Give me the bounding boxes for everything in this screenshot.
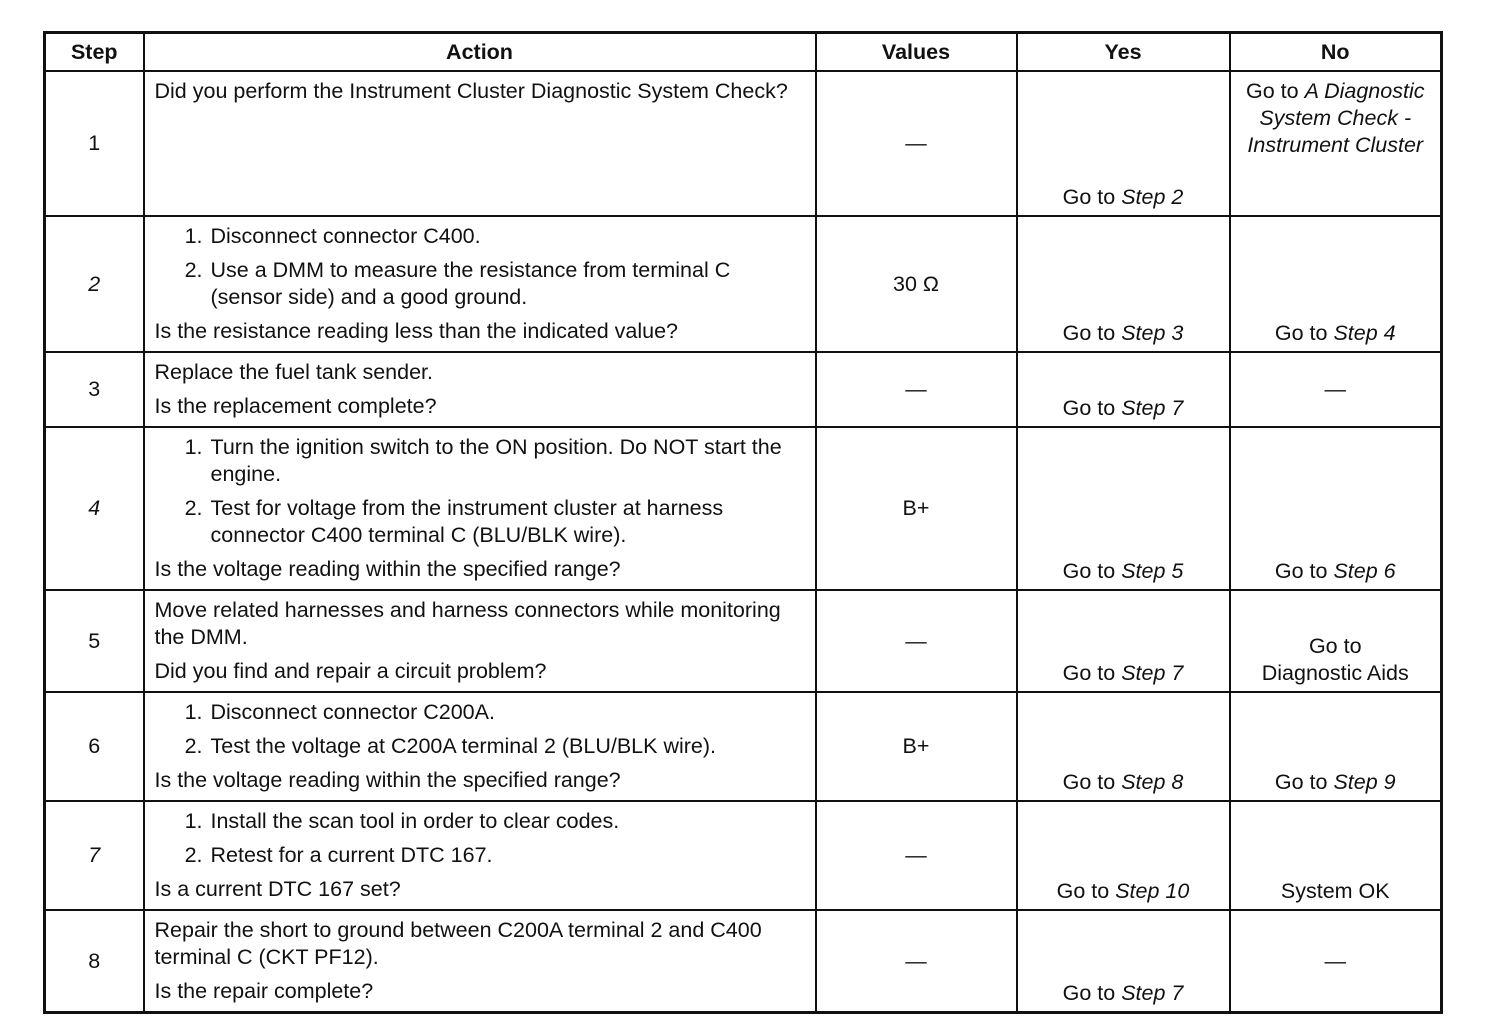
action-list — [155, 808, 805, 869]
yes-prefix: Go to — [1062, 559, 1122, 583]
value-cell: B+ — [816, 692, 1017, 801]
no-cell[interactable] — [1230, 427, 1442, 590]
action-cell — [144, 910, 816, 1013]
table-row — [45, 71, 1442, 216]
step-number: 4 — [45, 427, 144, 590]
action-text: Did you perform the Instrument Cluster Diagnostic System Check? — [154, 79, 788, 103]
action-question: Did you find and repair a circuit problem? — [154, 659, 547, 683]
yes-prefix: Go to — [1056, 879, 1116, 903]
value-cell: — — [816, 590, 1017, 692]
action-list-item: 1. Turn the ignition switch to the ON position. Do NOT start the engine. — [184, 435, 782, 486]
action-question: Is the resistance reading less than the indicated value? — [154, 319, 678, 343]
yes-step-link[interactable]: Step 7 — [1121, 981, 1184, 1005]
value-cell: B+ — [816, 427, 1017, 590]
action-list-item: 1. Disconnect connector C400. — [184, 224, 481, 248]
table-row — [45, 352, 1442, 427]
value-cell: — — [816, 71, 1017, 216]
yes-step-link[interactable]: Step 3 — [1121, 321, 1184, 345]
action-cell — [144, 692, 816, 801]
no-cell: — — [1230, 352, 1442, 427]
yes-cell[interactable] — [1017, 910, 1230, 1013]
no-cell: — — [1230, 910, 1442, 1013]
no-prefix: Go to — [1274, 321, 1334, 345]
action-list-item: 1. Disconnect connector C200A. — [184, 700, 495, 724]
action-list — [155, 699, 805, 760]
table-row — [45, 692, 1442, 801]
action-text: Replace the fuel tank sender. — [154, 360, 433, 384]
action-cell — [144, 801, 816, 910]
table-row — [45, 801, 1442, 910]
diagnostic-aids-link[interactable]: Diagnostic Aids — [1261, 661, 1409, 685]
no-step-link[interactable]: A Diagnostic System Check - Instrument Cluster — [1247, 79, 1425, 157]
value-cell: — — [816, 352, 1017, 427]
table-row — [45, 590, 1442, 692]
action-list-item: 2. Use a DMM to measure the resistance from terminal C (sensor side) and a good ground. — [184, 258, 731, 309]
yes-step-link[interactable]: Step 8 — [1121, 770, 1184, 794]
no-step-link[interactable]: Step 9 — [1333, 770, 1396, 794]
action-list-item: 2. Retest for a current DTC 167. — [184, 843, 493, 867]
yes-cell[interactable] — [1017, 216, 1230, 352]
yes-step-link[interactable]: Step 10 — [1115, 879, 1190, 903]
action-list-item: 2. Test for voltage from the instrument cluster at harness connector C400 terminal C (BLU/BLK wire). — [184, 496, 724, 547]
yes-cell[interactable] — [1017, 427, 1230, 590]
no-prefix: Go to — [1246, 79, 1305, 103]
action-question: Is a current DTC 167 set? — [154, 877, 401, 901]
yes-prefix: Go to — [1062, 981, 1122, 1005]
step-number: 7 — [45, 801, 144, 910]
action-cell — [144, 216, 816, 352]
yes-prefix: Go to — [1062, 661, 1122, 685]
value-cell: — — [816, 801, 1017, 910]
action-cell — [144, 71, 816, 216]
action-list-item: 2. Test the voltage at C200A terminal 2 (BLU/BLK wire). — [184, 734, 716, 758]
header-row — [45, 33, 1442, 72]
header-no: No — [1230, 33, 1442, 72]
action-cell — [144, 590, 816, 692]
table-row — [45, 216, 1442, 352]
no-step-link[interactable]: Step 4 — [1333, 321, 1396, 345]
table-row — [45, 910, 1442, 1013]
step-number: 6 — [45, 692, 144, 801]
no-prefix: Go to — [1274, 559, 1334, 583]
value-cell: — — [816, 910, 1017, 1013]
action-cell — [144, 352, 816, 427]
action-cell — [144, 427, 816, 590]
yes-cell[interactable] — [1017, 692, 1230, 801]
action-question: Is the replacement complete? — [154, 394, 437, 418]
table-row — [45, 427, 1442, 590]
no-cell[interactable] — [1230, 590, 1442, 692]
yes-step-link[interactable]: Step 2 — [1121, 185, 1184, 209]
no-cell: System OK — [1230, 801, 1442, 910]
action-text: Move related harnesses and harness connectors while monitoring the DMM. — [154, 598, 781, 649]
yes-prefix: Go to — [1062, 770, 1122, 794]
yes-step-link[interactable]: Step 7 — [1121, 661, 1184, 685]
yes-cell[interactable] — [1017, 801, 1230, 910]
no-cell[interactable] — [1230, 71, 1442, 216]
action-question: Is the repair complete? — [154, 979, 374, 1003]
header-step: Step — [45, 33, 144, 72]
action-list-item: 1. Install the scan tool in order to clear codes. — [184, 809, 620, 833]
action-question: Is the voltage reading within the specified range? — [154, 557, 621, 581]
yes-step-link[interactable]: Step 5 — [1121, 559, 1184, 583]
action-text: Repair the short to ground between C200A terminal 2 and C400 terminal C (CKT PF12). — [154, 918, 762, 969]
yes-step-link[interactable]: Step 7 — [1121, 396, 1184, 420]
yes-cell[interactable] — [1017, 71, 1230, 216]
no-cell[interactable] — [1230, 216, 1442, 352]
value-cell: 30 Ω — [816, 216, 1017, 352]
action-list — [155, 223, 805, 311]
yes-cell[interactable] — [1017, 590, 1230, 692]
no-goto-text: Go to — [1308, 634, 1362, 658]
action-question: Is the voltage reading within the specified range? — [154, 768, 621, 792]
header-action: Action — [144, 33, 816, 72]
no-step-link[interactable]: Step 6 — [1333, 559, 1396, 583]
step-number: 2 — [45, 216, 144, 352]
no-prefix: Go to — [1274, 770, 1334, 794]
yes-prefix: Go to — [1062, 321, 1122, 345]
yes-prefix: Go to — [1062, 185, 1122, 209]
step-number: 8 — [45, 910, 144, 1013]
diagnostic-table — [43, 31, 1443, 1014]
step-number: 1 — [45, 71, 144, 216]
action-list — [155, 434, 805, 549]
header-values: Values — [816, 33, 1017, 72]
step-number: 3 — [45, 352, 144, 427]
yes-cell[interactable] — [1017, 352, 1230, 427]
no-cell[interactable] — [1230, 692, 1442, 801]
header-yes: Yes — [1017, 33, 1230, 72]
yes-prefix: Go to — [1062, 396, 1122, 420]
step-number: 5 — [45, 590, 144, 692]
